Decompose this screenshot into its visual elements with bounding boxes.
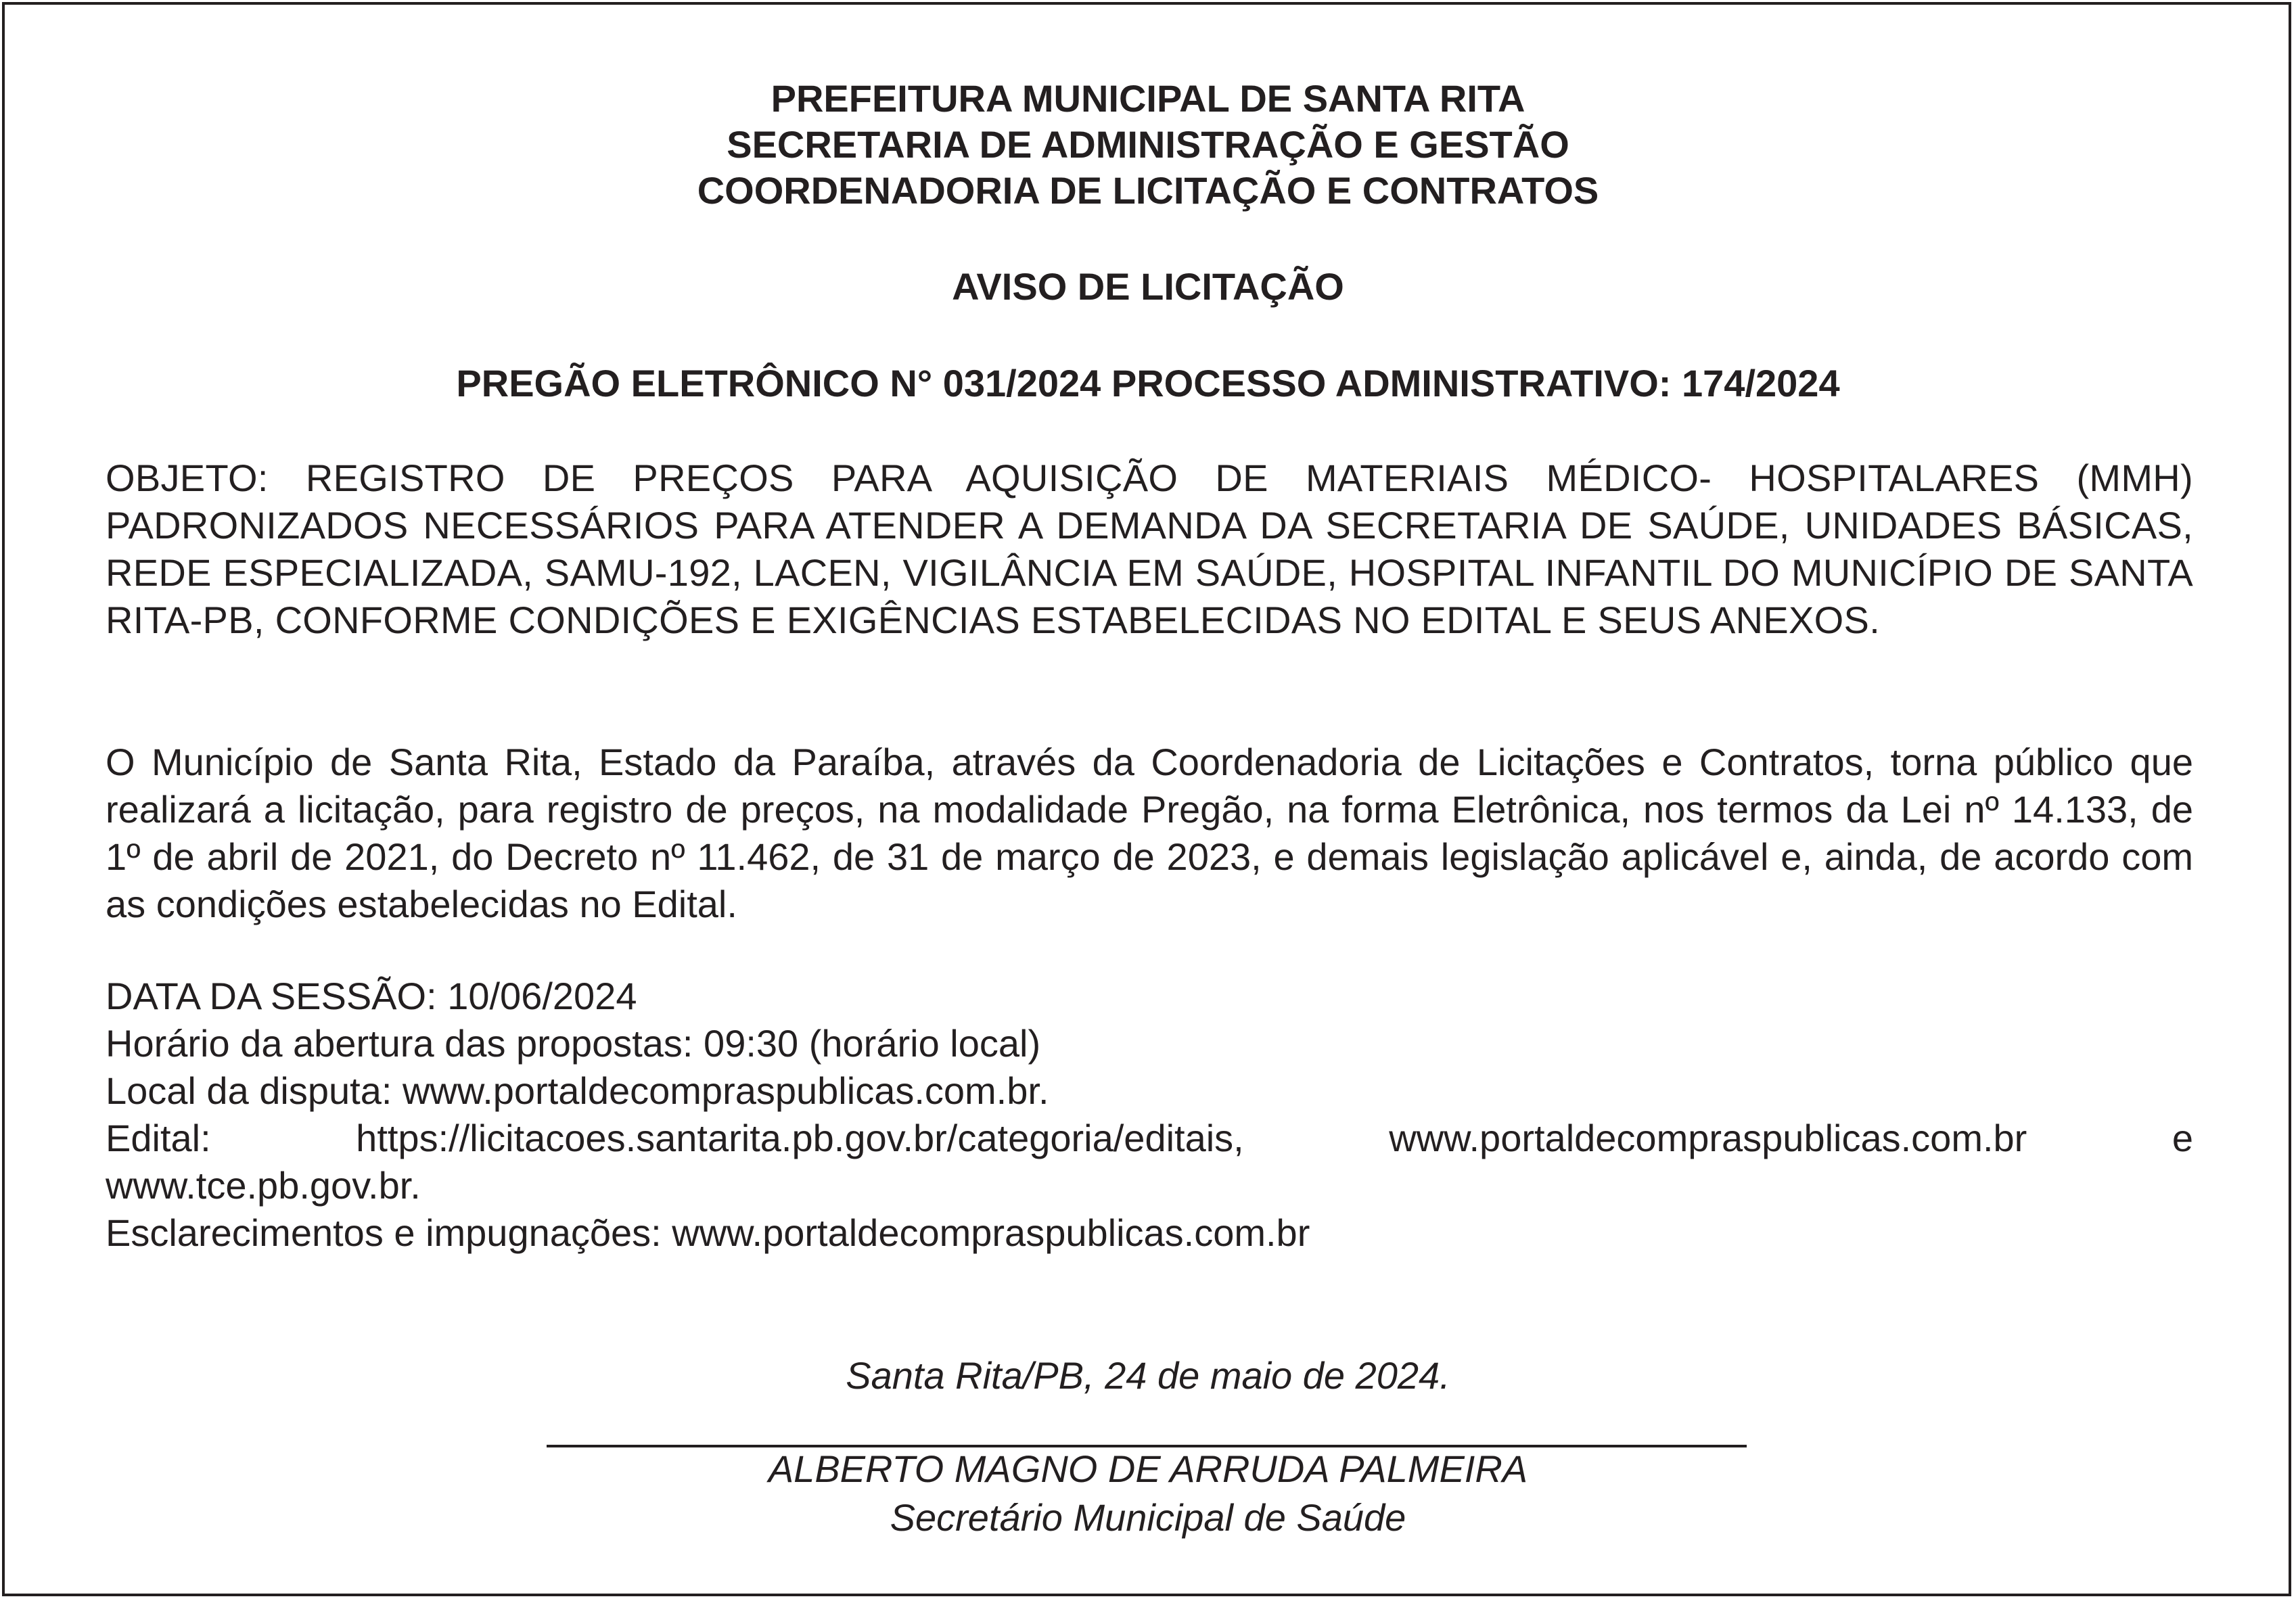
clarifications-link: Esclarecimentos e impugnações: www.portaldecompraspublicas.com.br <box>106 1211 1310 1254</box>
edital-links-line-2: www.tce.pb.gov.br. <box>106 1164 421 1207</box>
issuer-line-coordination: COORDENADORIA DE LICITAÇÃO E CONTRATOS <box>697 169 1599 212</box>
signer-block <box>0 1445 2296 1542</box>
signer-name: ALBERTO MAGNO DE ARRUDA PALMEIRA <box>768 1447 1528 1490</box>
intro-paragraph: O Município de Santa Rita, Estado da Paraíba, através da Coordenadoria de Licitações e Contratos, torna público que realizará a licitação, para registro de preços, na modalidade Pregão, na forma Eletrônica, nos termos da Lei nº 14.133, de 1º de abril de 2021, do Decreto nº 11.462, de 31 de março de 2023, e demais legislação aplicável e, ainda, de acordo com as condições estabelecidas no Edital. <box>106 741 2193 925</box>
notice-title: AVISO DE LICITAÇÃO <box>952 265 1344 308</box>
session-details <box>106 973 2193 1257</box>
edital-links-line-1: Edital: https://licitacoes.santarita.pb.gov.br/categoria/editais, www.portaldecompraspublicas.com.br e <box>106 1117 2193 1159</box>
issuer-line-municipality: PREFEITURA MUNICIPAL DE SANTA RITA <box>771 77 1525 120</box>
signer-role: Secretário Municipal de Saúde <box>890 1496 1406 1539</box>
opening-time: Horário da abertura das propostas: 09:30 (horário local) <box>106 1022 1041 1065</box>
issuer-header <box>0 76 2296 214</box>
session-date: DATA DA SESSÃO: 10/06/2024 <box>106 975 637 1017</box>
dispute-location: Local da disputa: www.portaldecompraspublicas.com.br. <box>106 1069 1049 1112</box>
objeto-paragraph: OBJETO: REGISTRO DE PREÇOS PARA AQUISIÇÃO DE MATERIAIS MÉDICO- HOSPITALARES (MMH) PADRONIZADOS NECESSÁRIOS PARA ATENDER A DEMANDA DA SECRETARIA DE SAÚDE, UNIDADES BÁSICAS, REDE ESPECIALIZADA, SAMU-192, LACEN, VIGILÂNCIA EM SAÚDE, HOSPITAL INFANTIL DO MUNICÍPIO DE SANTA RITA-PB, CONFORME CONDIÇÕES E EXIGÊNCIAS ESTABELECIDAS NO EDITAL E SEUS ANEXOS. <box>106 457 2193 641</box>
place-and-date: Santa Rita/PB, 24 de maio de 2024. <box>846 1354 1450 1397</box>
pregao-process-line: PREGÃO ELETRÔNICO N° 031/2024 PROCESSO ADMINISTRATIVO: 174/2024 <box>456 362 1840 404</box>
issuer-line-secretariat: SECRETARIA DE ADMINISTRAÇÃO E GESTÃO <box>727 123 1569 166</box>
